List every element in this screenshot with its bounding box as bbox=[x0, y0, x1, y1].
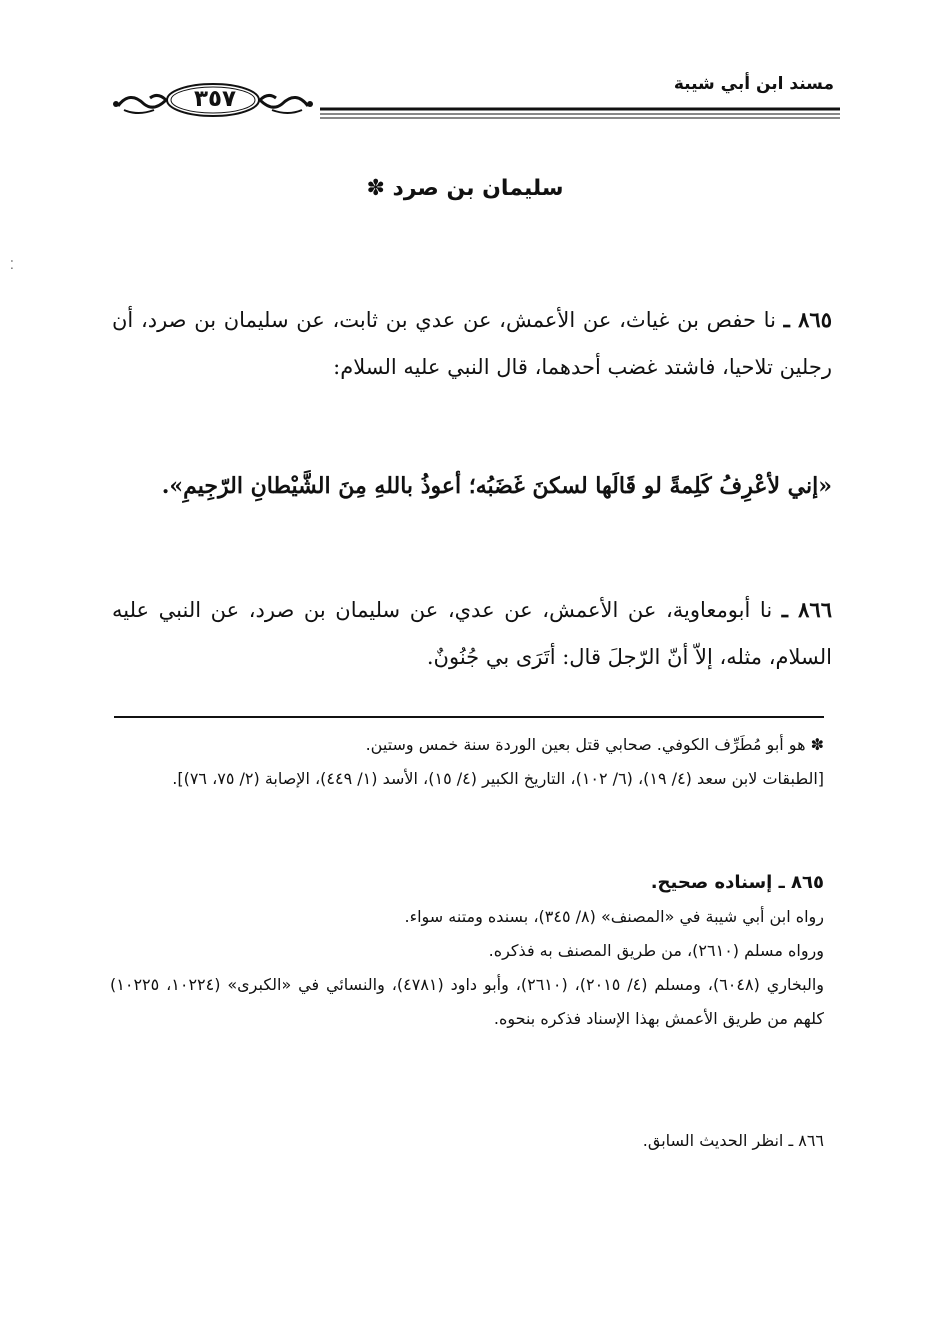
header-rule-lines bbox=[320, 106, 840, 122]
hadith-866 bbox=[112, 586, 832, 681]
margin-mark: ⁚ bbox=[10, 258, 14, 272]
book-title: مسند ابن أبي شيبة bbox=[673, 74, 834, 94]
footnote-biography bbox=[110, 728, 824, 796]
footnote-line: ورواه مسلم (٢٦١٠)، من طريق المصنف به فذكره. bbox=[488, 941, 824, 960]
hadith-865 bbox=[112, 296, 832, 391]
footnote-line: ✽ هو أبو مُطَرِّف الكوفي. صحابي قتل بعين الوردة سنة خمس وستين. bbox=[365, 735, 824, 754]
footnote-divider bbox=[114, 716, 824, 718]
footnote-line: رواه ابن أبي شيبة في «المصنف» (٨/ ٣٤٥)، بسنده ومتنه سواء. bbox=[404, 907, 824, 926]
hadith-number: ٨٦٥ ـ bbox=[783, 307, 832, 332]
section-heading: سليمان بن صرد ✽ bbox=[366, 176, 564, 201]
footnote-line: والبخاري (٦٠٤٨)، ومسلم (٤/ ٢٠١٥)، (٢٦١٠)، وأبو داود (٤٧٨١)، والنسائي في «الكبرى» (١٠٢٢٤، ١٠٢٢٥) كلهم من طريق الأعمش بهذا الإسناد فذكره بنحوه. bbox=[110, 975, 825, 1028]
footnote-heading: ٨٦٥ ـ إسناده صحيح. bbox=[650, 872, 824, 893]
footnote-line: [الطبقات لابن سعد (٤/ ١٩)، (٦/ ١٠٢)، التاريخ الكبير (٤/ ١٥)، الأسد (١/ ٤٤٩)، الإصابة (٢/ ٧٥، ٧٦)]. bbox=[172, 769, 824, 788]
hadith-text: نا أبومعاوية، عن الأعمش، عن عدي، عن سليمان بن صرد، عن النبي عليه السلام، مثله، إلاّ أنّ الرّجلَ قال: أتَرَى بي جُنُونٌ. bbox=[112, 598, 832, 669]
prophetic-quote: «إني لأعْرِفُ كَلِمةً لو قَالَها لسكنَ غَضَبُه؛ أعوذُ باللهِ مِنَ الشَّيْطانِ الرّجِيمِ». bbox=[161, 473, 832, 499]
footnote-866: ٨٦٦ ـ انظر الحديث السابق. bbox=[642, 1131, 824, 1150]
page-number: ٣٥٧ bbox=[193, 86, 237, 112]
hadith-number: ٨٦٦ ـ bbox=[781, 597, 832, 622]
footnote-865 bbox=[110, 866, 824, 1036]
hadith-text: نا حفص بن غياث، عن الأعمش، عن عدي بن ثابت، عن سليمان بن صرد، أن رجلين تلاحيا، فاشتد غضب أحدهما، قال النبي عليه السلام: bbox=[112, 308, 832, 379]
